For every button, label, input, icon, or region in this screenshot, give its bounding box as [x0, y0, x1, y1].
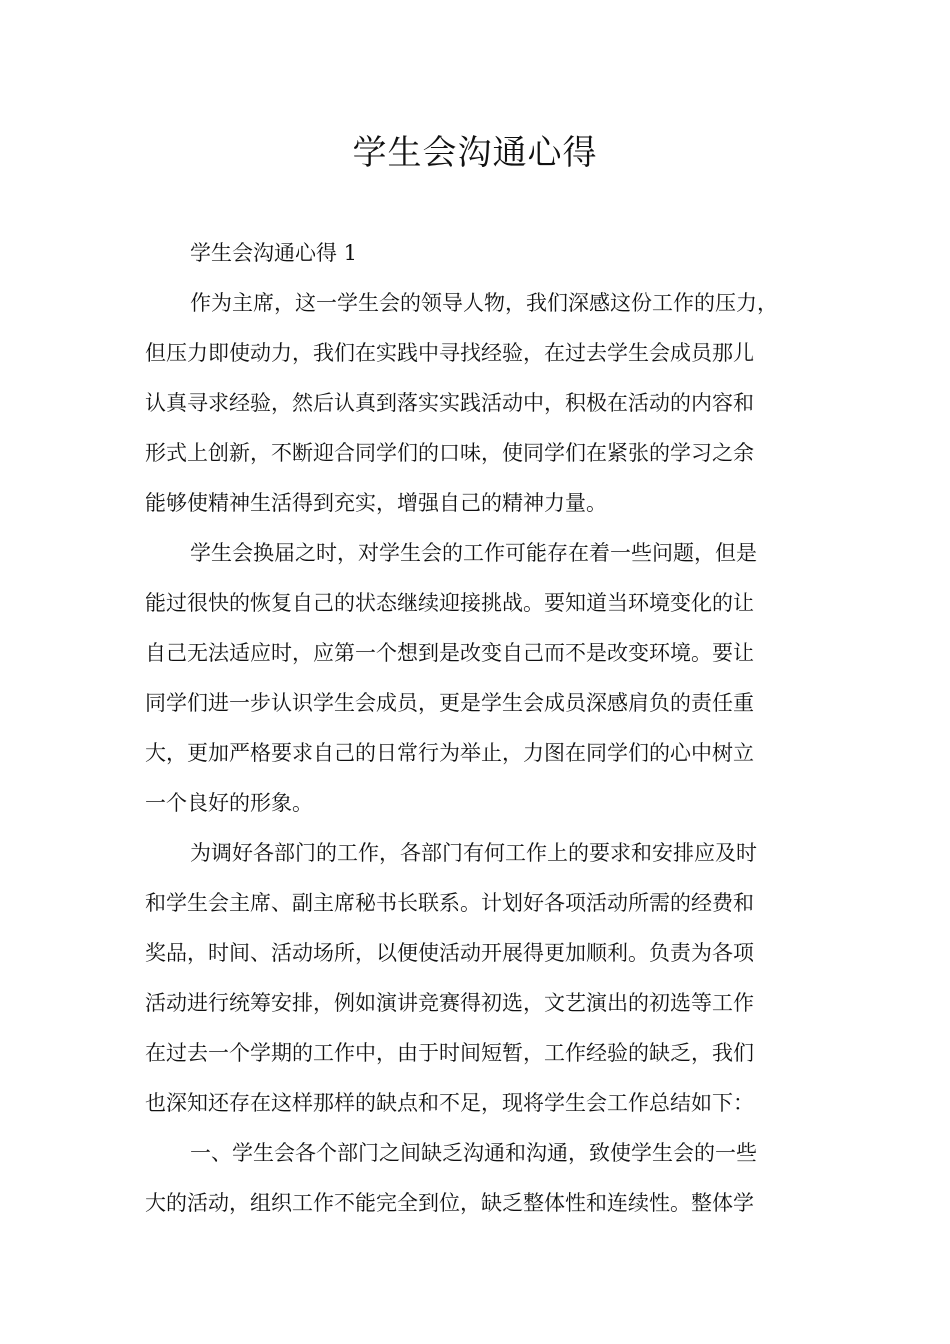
- document-title: 学生会沟通心得: [352, 133, 598, 173]
- paragraph-line: 作为主席，这一学生会的领导人物，我们深感这份工作的压力，: [190, 291, 778, 315]
- paragraph-line: 一个良好的形象。: [145, 791, 313, 815]
- section-heading: 学生会沟通心得 1: [190, 241, 358, 265]
- paragraph-line: 学生会换届之时，对学生会的工作可能存在着一些问题，但是: [190, 541, 757, 565]
- paragraph-line: 但压力即使动力，我们在实践中寻找经验，在过去学生会成员那儿: [145, 341, 754, 365]
- document-body: [145, 228, 810, 1228]
- paragraph-line: 活动进行统筹安排，例如演讲竞赛得初选，文艺演出的初选等工作: [145, 991, 754, 1015]
- paragraph-line: 认真寻求经验，然后认真到落实实践活动中，积极在活动的内容和: [145, 391, 754, 415]
- paragraph-line: 自己无法适应时，应第一个想到是改变自己而不是改变环境。要让: [145, 641, 754, 665]
- paragraph-line: 大，更加严格要求自己的日常行为举止，力图在同学们的心中树立: [145, 741, 754, 765]
- paragraph-line: 能够使精神生活得到充实，增强自己的精神力量。: [145, 491, 607, 515]
- paragraph-line: 奖品，时间、活动场所，以便使活动开展得更加顺利。负责为各项: [145, 941, 754, 965]
- paragraph-line: 大的活动，组织工作不能完全到位，缺乏整体性和连续性。整体学: [145, 1191, 754, 1215]
- paragraph-line: 为调好各部门的工作，各部门有何工作上的要求和安排应及时: [190, 841, 757, 865]
- paragraph-line: 一、学生会各个部门之间缺乏沟通和沟通，致使学生会的一些: [190, 1141, 757, 1165]
- paragraph-line: 能过很快的恢复自己的状态继续迎接挑战。要知道当环境变化的让: [145, 591, 754, 615]
- paragraph-line: 在过去一个学期的工作中，由于时间短暂，工作经验的缺乏，我们: [145, 1041, 754, 1065]
- paragraph-line: 也深知还存在这样那样的缺点和不足，现将学生会工作总结如下：: [145, 1091, 754, 1115]
- paragraph-line: 和学生会主席、副主席秘书长联系。计划好各项活动所需的经费和: [145, 891, 754, 915]
- paragraph-line: 同学们进一步认识学生会成员，更是学生会成员深感肩负的责任重: [145, 691, 754, 715]
- paragraph-line: 形式上创新，不断迎合同学们的口味，使同学们在紧张的学习之余: [145, 441, 754, 465]
